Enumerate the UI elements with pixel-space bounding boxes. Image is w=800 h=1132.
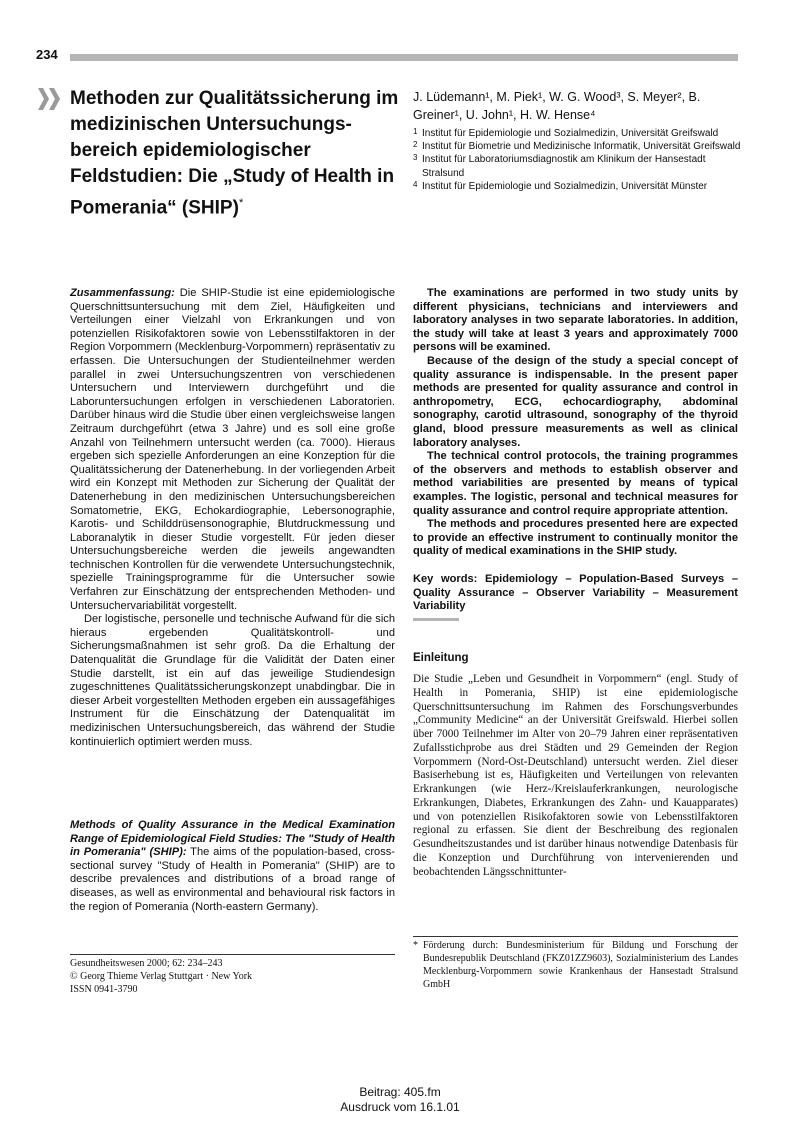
section-divider <box>413 618 459 621</box>
abstract-english-paragraph: The technical control protocols, the training programmes of the observers and methods to establish observer and method variabilities are presented by means of typical examples. The logistic, personal and technical measures for quality assurance and control require appropriate attention. <box>413 450 738 517</box>
footer-file: Beitrag: 405.fm <box>359 1085 441 1099</box>
section-heading-einleitung: Einleitung <box>413 652 469 664</box>
keywords-label: Key words: <box>413 573 478 585</box>
abstract-german <box>70 287 395 749</box>
abstract-english <box>70 819 395 914</box>
citation-issn: ISSN 0941-3790 <box>70 984 138 996</box>
affiliation-number: 4 <box>413 179 418 189</box>
abstract-english-paragraph: Because of the design of the study a special concept of quality assurance is indispensable. In the present paper methods are presented for quality assurance and control in anthropometry, ECG, echocardiography, abdominal sonography, carotid ultrasound, sonography of the thyroid gland, blood pressure measurements as well as clinical laboratory analyses. <box>413 354 738 449</box>
affiliation-text: Institut für Epidemiologie und Sozialmedizin, Universität Greifswald <box>422 128 719 139</box>
keywords-text: Epidemiology – Population-Based Surveys – Quality Assurance – Observer Variability – Measurement Variability <box>413 573 738 613</box>
einleitung-body <box>413 673 738 879</box>
abstract-german-text: Die SHIP-Studie ist eine epidemiologische Querschnittsuntersuchung mit dem Ziel, Häufigkeiten und Verteilungen einer Vielzahl von Erkrankungen und von potenziellen Risikofaktoren sowie von Lebensstilfaktoren in der Region Vorpommern (Mecklenburg-Vorpommern) repräsentativ zu erfassen. Die Untersuchungen der Studienteilnehmer werden parallel in zwei Untersuchungszentren von verschiedenen Untersuchern und Interviewern durchgeführt und die Laboruntersuchungen erfolgen in verschiedenen Laboratorien. Darüber hinaus wird die Studie über einen vergleichsweise langen Zeitraum durchgeführt (etwa 3 Jahre) und es soll eine große Anzahl von Teilnehmern untersucht werden (ca. 7000). Hieraus ergeben sich spezielle Anforderungen an eine Konzeption für die Qualitätssicherung der Datenerhebung. In der vorliegenden Arbeit wird ein Konzept mit Methoden zur Sicherung der Qualität der Datenerhebung in den medizinischen Untersuchungsbereichen Somatometrie, EKG, Echokardiographie, Lebersonographie, Karotis- und Schilddrüsensonographie, Blutdruckmessung und Laboranalytik in dieser Studie vorgestellt. Für jeden dieser Untersuchungsbereiche werden die jeweils angewandten technischen Kontrollen für die verwendete Untersuchungstechnik, spezielle Trainingsprogramme für die Untersucher sowie Verfahren zur Einschätzung der entsprechenden Methoden- und Untersuchervariabilität vorgestellt. <box>70 287 395 612</box>
abstract-german-lead: Zusammenfassung: <box>70 287 175 299</box>
abstract-english-lead: Methods of Quality Assurance in the Medical Examination Range of Epidemiological Field Studies: The "Study of Health in Pomerania" (SHIP): <box>70 819 395 859</box>
abstract-english-text: The aims of the population-based, cross-sectional survey "Study of Health in Pomerania" (SHIP) are to describe prevalences and distributions of a broad range of diseases, as well as environmental and behavioural risk factors in the region of Pomerania (North-eastern Germany). <box>70 846 396 913</box>
footnote-text: Förderung durch: Bundesministerium für Bildung und Forschung der Bundesrepublik Deutschland (FKZ01ZZ9603), Sozialministerium des Landes Mecklenburg-Vorpommern sowie Krankenhaus der Hansestadt Stralsund GmbH <box>423 940 738 990</box>
abstract-english-continued <box>413 287 738 559</box>
affiliation-text: Institut für Biometrie und Medizinische Informatik, Universität Greifswald <box>422 141 741 153</box>
citation-journal: Gesundheitswesen 2000; 62: 234–243 <box>70 958 223 969</box>
affiliation-number: 2 <box>413 140 418 150</box>
abstract-english-paragraph: The examinations are performed in two study units by different physicians, technicians and interviewers and laboratory analyses in two separate laboratories. In addition, the study will take at least 3 years and approximately 7000 persons will be examined. <box>413 287 738 354</box>
affiliation-item <box>413 140 743 153</box>
affiliation-item <box>413 127 743 140</box>
abstract-german-paragraph <box>70 287 395 613</box>
journal-citation <box>70 957 395 997</box>
footnote-marker: * <box>413 940 418 951</box>
einleitung-paragraph: Die Studie „Leben und Gesundheit in Vorpommern“ (engl. Study of Health in Pomerania, SHIP) ist eine epidemiologische Querschnittsuntersuchung im Rahmen des Forschungsverbundes „Community Medicine“ an der Universität Greifswald. Hierbei sollen über 7000 Teilnehmer im Alter von 20–79 Jahren einer repräsentativen Zufallsstichprobe aus drei Städten und 29 Gemeinden der Region Vorpommern (Nord-Ost-Deutschland) untersucht werden. Ziel dieser Basiserhebung ist es, Häufigkeiten und Verteilungen von relevanten Erkrankungen (wie Herz-/Kreislauferkrankungen, neurologische Erkrankungen, Diabetes, Erkrankungen des Zahn- und Kauapparates) und von potenziellen Risikofaktoren sowie von Lebensstilfaktoren regional zu erfassen. Sie dient der Beschreibung des regionalen Gesundheitszustandes und ist darüber hinaus notwendige Datenbasis für die Konzeption und Durchführung von intervenierenden und beobachtenden Längsschnittunter- <box>413 673 738 878</box>
keywords <box>413 573 738 614</box>
funding-footnote <box>413 939 738 991</box>
citation-rule <box>70 954 395 955</box>
affiliation-number: 3 <box>413 153 418 163</box>
affiliation-list <box>413 127 743 193</box>
abstract-english-paragraph <box>70 819 395 914</box>
header-rule <box>70 54 738 61</box>
citation-publisher: © Georg Thieme Verlag Stuttgart · New York <box>70 971 253 983</box>
footer-print-date: Ausdruck vom 16.1.01 <box>340 1100 460 1114</box>
author-list: J. Lüdemann¹, M. Piek¹, W. G. Wood³, S. Meyer², B. Greiner¹, U. John¹, H. W. Hense⁴ <box>413 90 701 122</box>
page-number: 234 <box>36 47 58 62</box>
title-footnote-marker: * <box>238 197 244 209</box>
footnote-rule <box>413 936 738 937</box>
affiliation-text: Institut für Laboratoriumsdiagnostik am Klinikum der Hansestadt Stralsund <box>422 154 706 179</box>
title-text: Methoden zur Qualitätssicherung im medizinischen Untersuchungs-bereich epidemiologischer Feldstudien: Die „Study of Health in Pomerania“ (SHIP) <box>70 88 399 219</box>
print-footer <box>0 1085 800 1115</box>
double-chevron-icon <box>38 88 62 110</box>
abstract-english-paragraph: The methods and procedures presented here are expected to provide an effective instrument to continually monitor the quality of medical examinations in the SHIP study. <box>413 518 738 558</box>
article-title <box>70 86 400 221</box>
affiliation-item <box>413 153 743 179</box>
abstract-german-paragraph: Der logistische, personelle und technische Aufwand für die sich hieraus ergebenden Qualitätskontroll- und Sicherungsmaßnahmen ist sehr groß. Da die Erhaltung der Datenqualität die Grundlage für die Validität der Daten einer Studie darstellt, ist ein auf das jeweilige Studiendesign zugeschnittenes Qualitätssicherungskonzept unabdingbar. Die in dieser Arbeit vorgestellten Methoden ergeben ein aussagefähiges Instrument für die Einschätzung der Datenqualität im medizinischen Untersuchungsbereich, das während der Studie kontinuierlich optimiert werden muss. <box>70 613 395 748</box>
affiliation-text: Institut für Epidemiologie und Sozialmedizin, Universität Münster <box>422 180 708 192</box>
affiliation-number: 1 <box>413 127 418 136</box>
affiliation-item <box>413 180 743 193</box>
